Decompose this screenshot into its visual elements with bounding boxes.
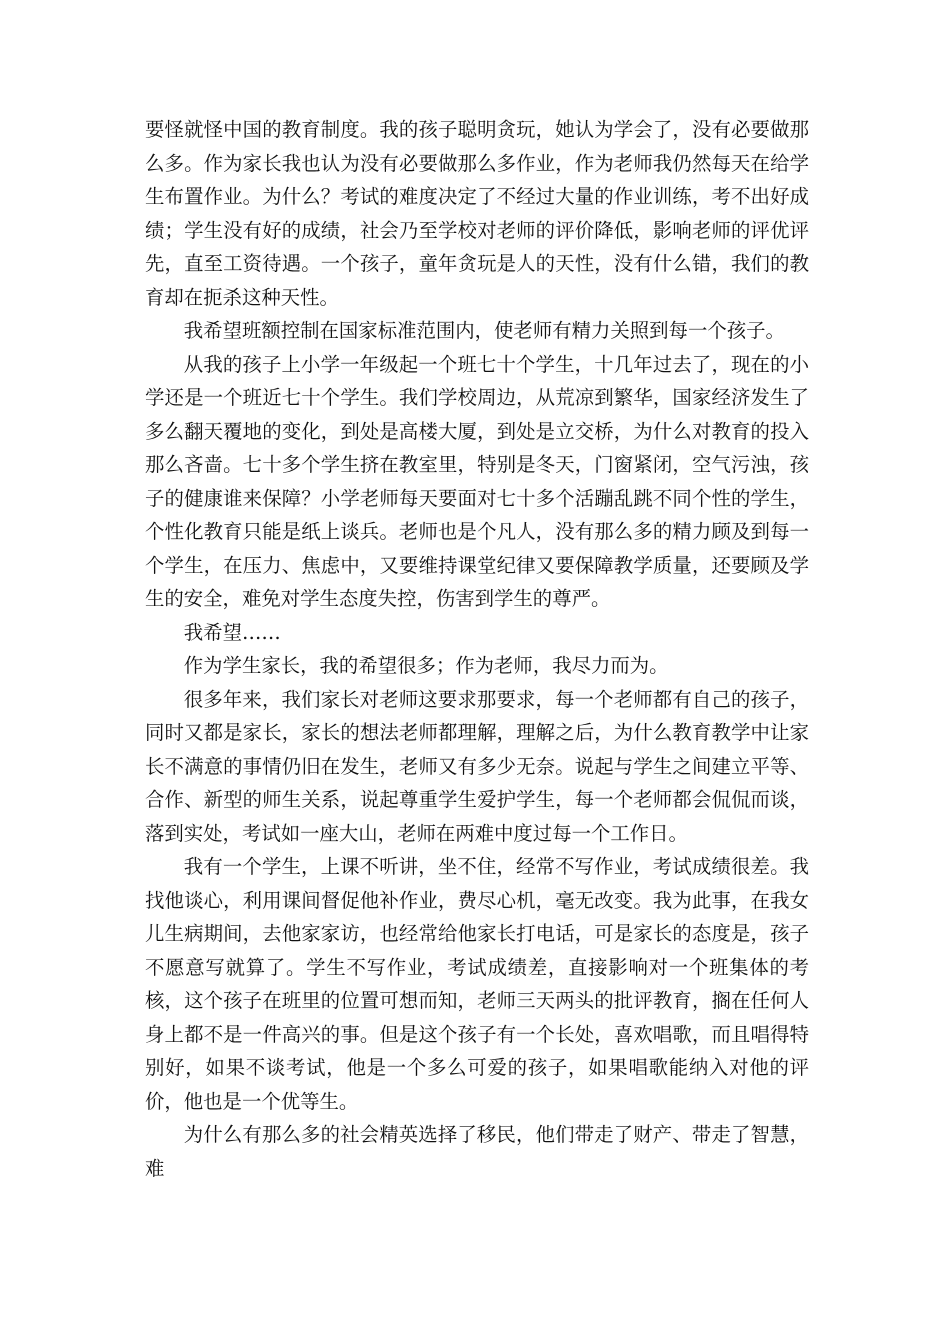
paragraph-education-system: 要怪就怪中国的教育制度。我的孩子聪明贪玩，她认为学会了，没有必要做那么多。作为家长我也认为没有必要做那么多作业，作为老师我仍然每天在给学生布置作业。为什么？考试的难度决定了不经过大量的作业训练，考不出好成绩；学生没有好的成绩，社会乃至学校对老师的评价降低，影响老师的评优评先，直至工资待遇。一个孩子，童年贪玩是人的天性，没有什么错，我们的教育却在扼杀这种天性。 [145, 118, 809, 309]
paragraph-emigration: 为什么有那么多的社会精英选择了移民，他们带走了财产、带走了智慧，难 [145, 1123, 809, 1180]
paragraph-student-story: 我有一个学生，上课不听讲，坐不住，经常不写作业，考试成绩很差。我找他谈心，利用课间督促他补作业，费尽心机，毫无改变。我为此事，在我女儿生病期间，去他家家访，也经常给他家长打电话，可是家长的态度是，孩子不愿意写就算了。学生不写作业，考试成绩差，直接影响对一个班集体的考核，这个孩子在班里的位置可想而知，老师三天两头的批评教育，搁在任何人身上都不是一件高兴的事。但是这个孩子有一个长处，喜欢唱歌，而且唱得特别好，如果不谈考试，他是一个多么可爱的孩子，如果唱歌能纳入对他的评价，他也是一个优等生。 [145, 855, 809, 1113]
document-body [145, 113, 809, 1185]
paragraph-class-size-wish: 我希望班额控制在国家标准范围内，使老师有精力关照到每一个孩子。 [183, 319, 785, 342]
paragraph-parents-demands: 很多年来，我们家长对老师这要求那要求，每一个老师都有自己的孩子，同时又都是家长，家长的想法老师都理解，理解之后，为什么教育教学中让家长不满意的事情仍旧在发生，老师又有多少无奈。说起与学生之间建立平等、合作、新型的师生关系，说起尊重学生爱护学生，每一个老师都会侃侃而谈，落到实处，考试如一座大山，老师在两难中度过每一个工作日。 [145, 687, 809, 845]
paragraph-i-hope: 我希望…… [183, 620, 281, 644]
paragraph-parent-and-teacher: 作为学生家长，我的希望很多；作为老师，我尽力而为。 [183, 654, 669, 677]
paragraph-seventy-students: 从我的孩子上小学一年级起一个班七十个学生，十几年过去了，现在的小学还是一个班近七十个学生。我们学校周边，从荒凉到繁华，国家经济发生了多么翻天覆地的变化，到处是高楼大厦，到处是立交桥，为什么对教育的投入那么吝啬。七十多个学生挤在教室里，特别是冬天，门窗紧闭，空气污浊，孩子的健康谁来保障？小学老师每天要面对七十多个活蹦乱跳不同个性的学生，个性化教育只能是纸上谈兵。老师也是个凡人，没有那么多的精力顾及到每一个学生，在压力、焦虑中，又要维持课堂纪律又要保障教学质量，还要顾及学生的安全，难免对学生态度失控，伤害到学生的尊严。 [145, 352, 809, 610]
